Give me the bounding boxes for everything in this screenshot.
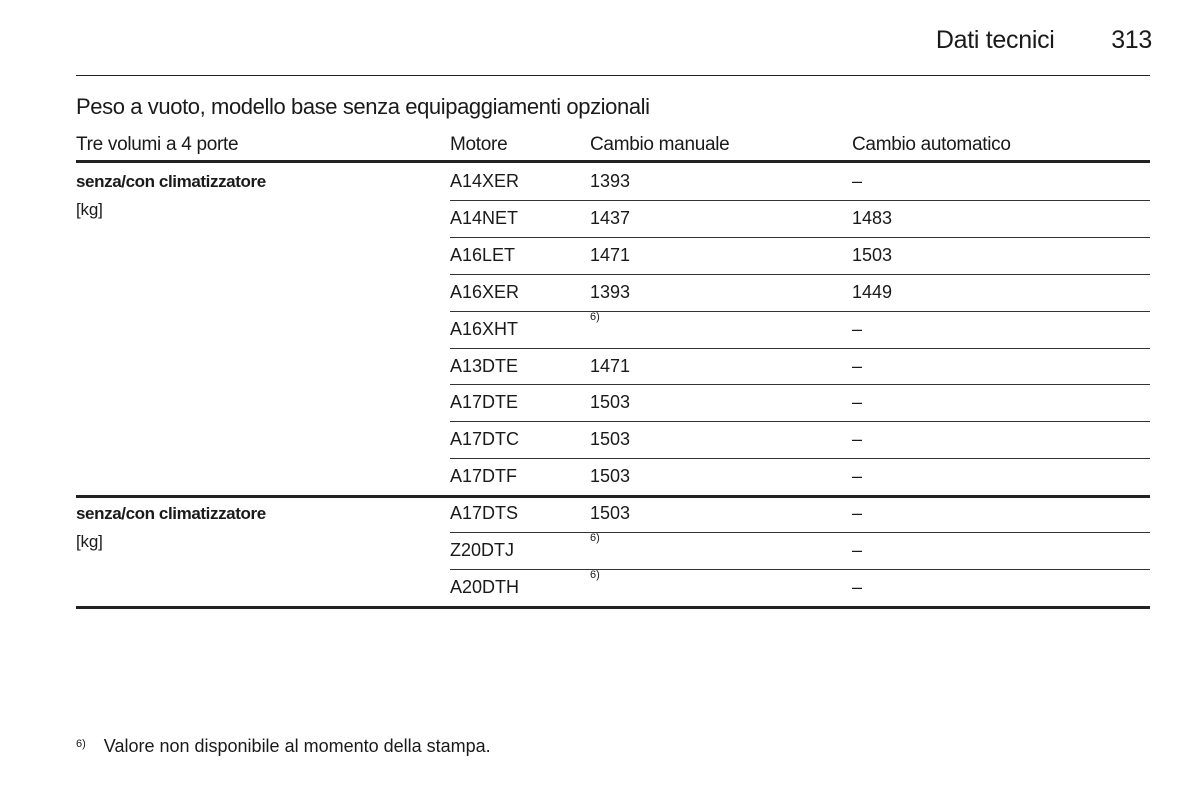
- manual-weight-cell: 1503: [590, 429, 631, 450]
- footnote-text: Valore non disponibile al momento della stampa.: [103, 736, 491, 756]
- table-row: [450, 237, 1150, 273]
- automatic-weight-cell: –: [852, 392, 863, 413]
- table-row: [450, 495, 1150, 531]
- engine-cell: Z20DTJ: [450, 540, 515, 560]
- table-row: [450, 274, 1150, 310]
- manual-weight-cell: 1471: [590, 244, 631, 265]
- automatic-weight-cell: –: [852, 318, 863, 339]
- engine-cell: A16XER: [450, 281, 520, 302]
- group-title: senza/con climatizzatore: [76, 172, 266, 191]
- table-row: [450, 200, 1150, 236]
- engine-cell: A16LET: [450, 244, 516, 265]
- page-header: [936, 24, 1152, 56]
- manual-weight-cell: 1471: [590, 355, 631, 376]
- engine-cell: A14NET: [450, 207, 519, 228]
- table-row: [450, 163, 1150, 199]
- group-unit: [kg]: [76, 200, 103, 219]
- column-headers: [76, 131, 1150, 159]
- automatic-weight-cell: –: [852, 429, 863, 450]
- engine-cell: A17DTE: [450, 392, 519, 413]
- automatic-weight-cell: 1449: [852, 281, 893, 302]
- table-bottom-rule: [76, 606, 1150, 609]
- automatic-weight-cell: –: [852, 171, 863, 191]
- automatic-weight-cell: 1503: [852, 244, 893, 265]
- column-header-body: Tre volumi a 4 porte: [76, 134, 239, 155]
- manual-weight-cell: 1503: [590, 466, 631, 487]
- manual-weight-cell: 1393: [590, 171, 631, 191]
- column-header-engine: Motore: [450, 134, 508, 155]
- table-row: [450, 348, 1150, 384]
- manual-weight-cell: 1503: [590, 503, 631, 524]
- table-heading: Peso a vuoto, modello base senza equipaggiamenti opzionali: [76, 94, 650, 119]
- manual-weight-cell: 1503: [590, 392, 631, 413]
- automatic-weight-cell: –: [852, 355, 863, 376]
- page-number: 313: [1111, 26, 1152, 54]
- engine-cell: A17DTF: [450, 466, 518, 487]
- automatic-weight-cell: –: [852, 466, 863, 487]
- engine-cell: A17DTS: [450, 503, 519, 524]
- footnote-mark: 6): [76, 738, 86, 750]
- manual-weight-cell: 6): [590, 568, 600, 581]
- table-row: [450, 421, 1150, 457]
- column-header-automatic: Cambio automatico: [852, 134, 1011, 155]
- table-row: [450, 458, 1150, 494]
- engine-cell: A16XHT: [450, 318, 519, 339]
- engine-cell: A20DTH: [450, 576, 520, 597]
- engine-cell: A13DTE: [450, 355, 519, 376]
- table-row: [450, 384, 1150, 420]
- column-header-manual: Cambio manuale: [590, 134, 730, 155]
- engine-cell: A17DTC: [450, 429, 520, 450]
- automatic-weight-cell: 1483: [852, 207, 893, 228]
- automatic-weight-cell: –: [852, 576, 863, 597]
- engine-cell: A14XER: [450, 171, 520, 191]
- table-row: [450, 569, 1150, 605]
- group-title: senza/con climatizzatore: [76, 504, 266, 524]
- group-label: [76, 171, 266, 221]
- table-row: [450, 532, 1150, 568]
- group-unit: [kg]: [76, 532, 103, 552]
- manual-weight-cell: 1393: [590, 281, 631, 302]
- manual-weight-cell: 6): [590, 532, 600, 544]
- table-row: [450, 311, 1150, 347]
- automatic-weight-cell: –: [852, 540, 863, 560]
- manual-weight-cell: 1437: [590, 207, 631, 228]
- manual-weight-cell: 6): [590, 310, 600, 323]
- group-label: [76, 503, 266, 553]
- header-rule: [76, 75, 1150, 76]
- section-title: Dati tecnici: [935, 26, 1055, 54]
- footnote: [76, 734, 491, 758]
- automatic-weight-cell: –: [852, 503, 863, 524]
